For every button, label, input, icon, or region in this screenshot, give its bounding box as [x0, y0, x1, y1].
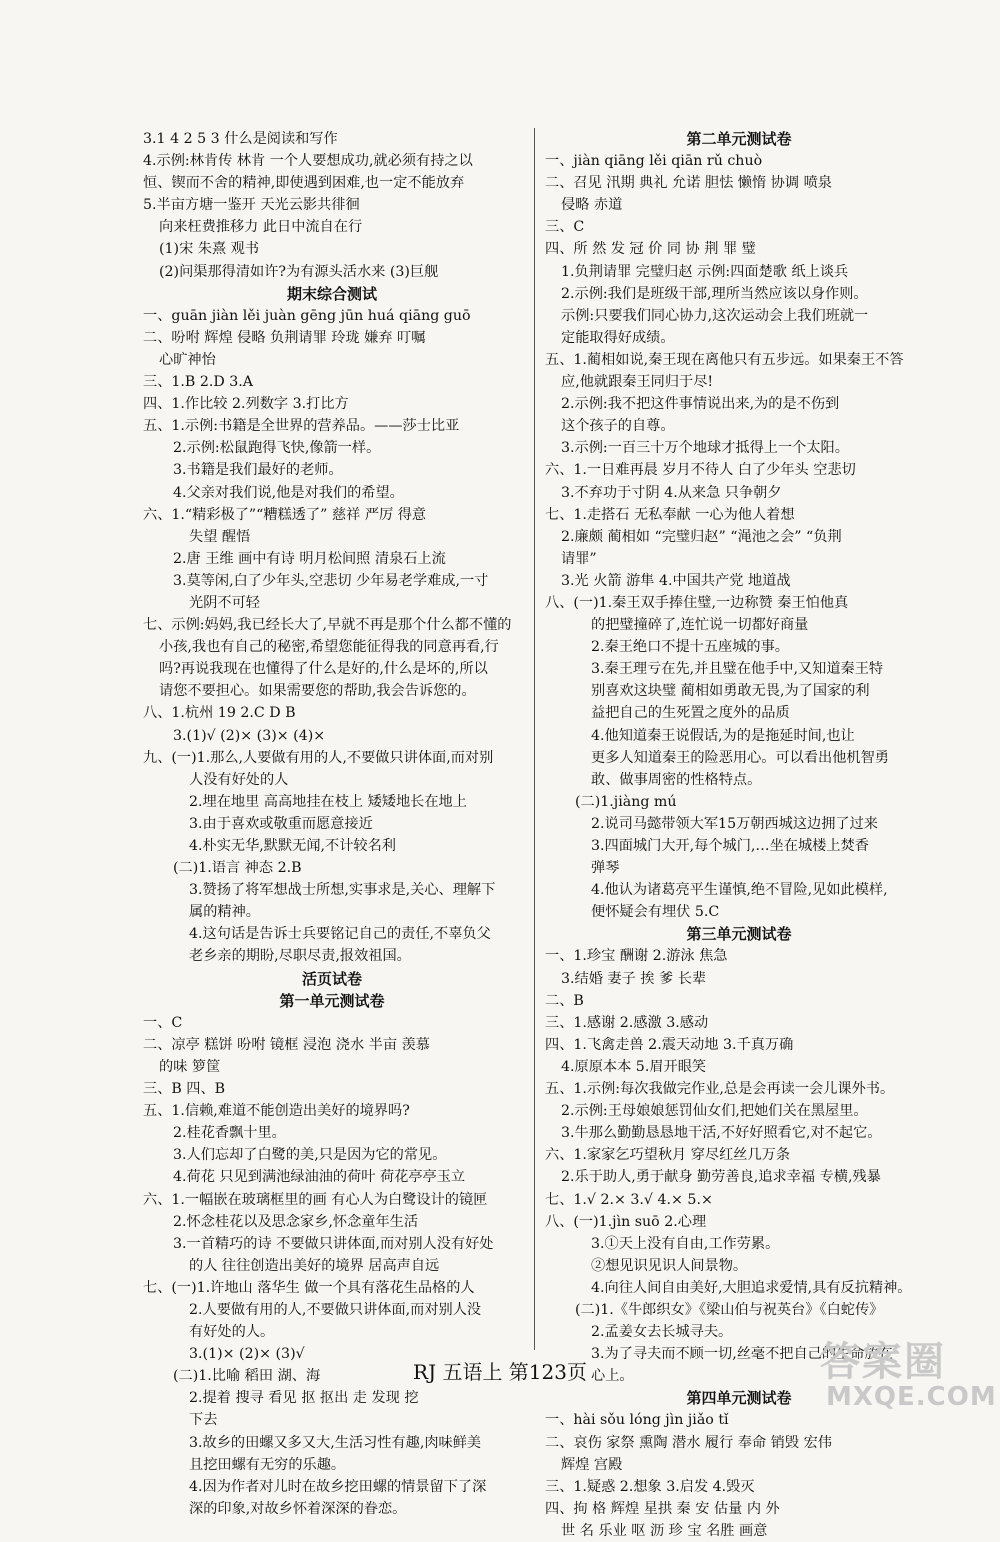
answer-line: 辉煌 宫殿: [561, 1456, 623, 1473]
answer-line: 2.廉颇 蔺相如 “完璧归赵” “渑池之会” “负荆: [561, 528, 842, 545]
answer-line: 2.示例:我不把这件事情说出来,为的是不伤到: [561, 396, 840, 413]
answer-line: 3.①天上没有自由,工作劳累。: [591, 1235, 780, 1252]
answer-line: 益把自己的生死置之度外的品质: [591, 705, 790, 722]
answer-line: 的味 箩筐: [159, 1058, 221, 1075]
answer-line: 2.秦王绝口不提十五座城的事。: [591, 639, 789, 656]
answer-line: 3.光 火箭 游隼 4.中国共产党 地道战: [561, 572, 791, 589]
answer-line: 一、C: [143, 1014, 183, 1031]
section-heading: 第二单元测试卷: [686, 130, 792, 148]
answer-line: 1.负荆请罪 完璧归赵 示例:四面楚歌 纸上谈兵: [561, 263, 849, 280]
answer-line: 且挖田螺有无穷的乐趣。: [189, 1456, 346, 1473]
answer-line: 3.为了寻夫而不顾一切,丝毫不把自己的生命放在: [591, 1346, 893, 1363]
answer-line: 3.牛那么勤勤恳恳地干活,不好好照看它,对不起它。: [561, 1125, 882, 1142]
answer-line: 4.荷花 只见到满池绿油油的荷叶 荷花亭亭玉立: [173, 1169, 466, 1186]
watermark-logo: [802, 1328, 997, 1420]
answer-line: 2.怀念桂花以及思念家乡,怀念童年生活: [173, 1213, 419, 1230]
answer-line: 3.一首精巧的诗 不要做只讲体面,而对别人没有好处: [173, 1235, 494, 1252]
answer-line: 人没有好处的人: [189, 771, 289, 788]
answer-line: 3.(1)√ (2)× (3)× (4)×: [173, 727, 326, 744]
answer-line: 3.秦王理亏在先,并且璧在他手中,又知道秦王特: [591, 661, 884, 678]
section-heading: 活页试卷: [301, 969, 362, 988]
answer-line: 一、guān jiàn lěi juàn gēng jūn huá qiāng guō: [143, 307, 471, 324]
answer-line: (1)宋 朱熹 观书: [159, 241, 260, 258]
answer-line: 二、B: [545, 992, 584, 1009]
answer-line: 3.结婚 妻子 挨 爹 长辈: [561, 970, 707, 987]
answer-line: 下去: [189, 1412, 218, 1429]
answer-line: 2.埋在地里 高高地挂在枝上 矮矮地长在地上: [189, 793, 467, 810]
answer-line: 光阴不可轻: [189, 594, 260, 611]
answer-line: 九、(一)1.那么,人要做有用的人,不要做只讲体面,而对别: [143, 749, 494, 766]
answer-line: 五、1.示例:每次我做完作业,总是会再读一会儿课外书。: [545, 1081, 895, 1098]
answer-line: 七、示例:妈妈,我已经长大了,早就不再是那个什么都不懂的: [143, 617, 512, 634]
answer-line: 一、1.珍宝 酬谢 2.游泳 焦急: [545, 948, 728, 965]
answer-line: 3.书籍是我们最好的老师。: [173, 462, 343, 479]
answer-line: 恒、锲而不舍的精神,即使遇到困难,也一定不能放弃: [143, 175, 465, 192]
answer-line: 四、拘 格 辉煌 星拱 秦 安 估量 内 外: [545, 1500, 780, 1517]
answer-line: 五、1.蔺相如说,秦王现在离他只有五步远。如果秦王不答: [545, 351, 904, 368]
answer-line: 敢、做事周密的性格特点。: [591, 771, 762, 788]
answer-line: 三、1.B 2.D 3.A: [143, 374, 254, 391]
section-heading: 期末综合测试: [286, 284, 377, 303]
answer-line: 4.因为作者对儿时在故乡挖田螺的情景留下了深: [189, 1478, 487, 1495]
answer-line: (二)1.jiàng mú: [575, 793, 677, 810]
answer-line: (二)1.《牛郎织女》《梁山伯与祝英台》《白蛇传》: [575, 1301, 884, 1318]
answer-line: 3.由于喜欢或敬重而愿意接近: [189, 815, 373, 832]
answer-line: 2.示例:松鼠跑得飞快,像箭一样。: [173, 440, 381, 457]
watermark-sub: MXQE.COM: [826, 1382, 997, 1412]
section-heading: 第一单元测试卷: [279, 991, 385, 1010]
answer-line: 七、1.走搭石 无私奉献 一心为他人着想: [545, 506, 795, 523]
answer-line: 弹琴: [591, 860, 620, 877]
answer-line: (二)1.比喻 稻田 湖、海: [173, 1368, 321, 1385]
answer-line: 的人 往往创造出美好的境界 居高声自远: [189, 1257, 440, 1274]
answer-line: 3.1 4 2 5 3 什么是阅读和写作: [143, 131, 338, 147]
answer-line: 3.四面城门大开,每个城门,…坐在城楼上焚香: [591, 838, 869, 854]
answer-line: 2.乐于助人,勇于献身 勤劳善良,追求幸福 专横,残暴: [561, 1169, 881, 1186]
answer-line: 2.提着 搜寻 看见 抠 抠出 走 发现 挖: [189, 1390, 419, 1407]
column-divider: [534, 128, 535, 1350]
answer-line: 2.人要做有用的人,不要做只讲体面,而对别人没: [189, 1301, 482, 1318]
answer-line: 2.示例:我们是班级干部,理所当然应该以身作则。: [561, 285, 868, 302]
answer-line: 七、(一)1.许地山 落华生 做一个具有落花生品格的人: [143, 1279, 475, 1296]
answer-line: 3.示例:一百三十万个地球才抵得上一个太阳。: [561, 440, 849, 457]
answer-line: 六、1.家家乞巧望秋月 穿尽红丝几万条: [545, 1147, 791, 1164]
answer-line: 别喜欢这块璧 蔺相如勇敢无畏,为了国家的利: [591, 683, 870, 700]
answer-line: 二、哀伤 家祭 熏陶 潜水 履行 奉命 销毁 宏伟: [545, 1434, 832, 1451]
answer-line: 3.赞扬了将军想战士所想,实事求是,关心、理解下: [189, 882, 496, 899]
answer-line: 四、1.飞禽走兽 2.震天动地 3.千真万确: [545, 1036, 794, 1053]
answer-line: 4.示例:林肯传 林肯 一个人要想成功,就必须有持之以: [143, 153, 473, 170]
answer-line: 六、1.一日难再晨 岁月不待人 白了少年头 空悲切: [545, 462, 856, 479]
answer-line: 八、(一)1.秦王双手捧住璧,一边称赞 秦王怕他真: [545, 594, 849, 611]
page-footer: RJ 五语上 第123页: [413, 1360, 587, 1384]
answer-line: 3.故乡的田螺又多又大,生活习性有趣,肉味鲜美: [189, 1434, 482, 1451]
answer-line: 便怀疑会有埋伏 5.C: [591, 904, 720, 921]
answer-line: 三、B 四、B: [143, 1081, 226, 1098]
answer-line: 的把璧撞碎了,连忙说一切都好商量: [591, 617, 809, 634]
answer-line: 3.莫等闲,白了少年头,空悲切 少年易老学难成,一寸: [173, 572, 489, 589]
answer-line: 向来枉费推移力 此日中流自在行: [159, 219, 363, 236]
answer-line: 四、所 然 发 冠 价 同 协 荆 罪 璧: [545, 241, 756, 258]
answer-line: 应,他就跟秦王同归于尽!: [561, 374, 714, 391]
answer-line: 2.说司马懿带领大军15万朝西城这边拥了过来: [591, 815, 878, 832]
answer-line: 二、吩咐 辉煌 侵略 负荆请罪 玲珑 嫌弃 叮嘱: [143, 329, 426, 346]
answer-line: 心上。: [591, 1368, 634, 1385]
answer-line: 请罪”: [561, 550, 597, 567]
answer-line: (2)问渠那得清如许?为有源头活水来 (3)巨舰: [159, 263, 439, 280]
answer-line: 有好处的人。: [189, 1324, 275, 1341]
left-column: [143, 128, 521, 1520]
answer-line: 三、C: [545, 219, 585, 236]
answer-line: 七、1.√ 2.× 3.√ 4.× 5.×: [545, 1191, 713, 1208]
answer-line: 更多人知道秦王的险恶用心。可以看出他机智勇: [591, 749, 889, 766]
answer-line: 吗?再说我现在也懂得了什么是好的,什么是坏的,所以: [159, 661, 488, 678]
answer-line: 三、1.疑惑 2.想象 3.启发 4.毁灭: [545, 1478, 755, 1495]
answer-line: 二、凉亭 糕饼 吩咐 镜框 浸泡 浇水 半亩 羡慕: [143, 1036, 430, 1053]
answer-line: 小孩,我也有自己的秘密,希望您能征得我的同意再看,行: [159, 639, 499, 656]
answer-line: 定能取得好成绩。: [561, 329, 675, 346]
answer-line: (二)1.语言 神态 2.B: [173, 860, 302, 877]
watermark-main: 答案圈: [820, 1339, 946, 1385]
answer-line: 失望 醒悟: [189, 528, 251, 545]
answer-line: 这个孩子的自尊。: [561, 418, 675, 435]
answer-line: 二、召见 汛期 典礼 允诺 胆怯 懒惰 协调 喷泉: [545, 175, 832, 192]
answer-line: 属的精神。: [189, 904, 260, 921]
answer-line: 五、1.信赖,难道不能创造出美好的境界吗?: [143, 1103, 410, 1120]
answer-line: 2.唐 王维 画中有诗 明月松间照 清泉石上流: [173, 550, 446, 567]
answer-line: 5.半亩方塘一鉴开 天光云影共徘徊: [143, 197, 360, 214]
answer-line: 一、jiàn qiāng lěi qiān rǔ chuò: [545, 153, 763, 170]
answer-line: 一、hài sǒu lóng jìn jiǎo tǐ: [545, 1412, 729, 1429]
answer-line: 示例:只要我们同心协力,这次运动会上我们班就一: [561, 307, 869, 324]
answer-line: 世 名 乐业 呕 沥 珍 宝 名胜 画意: [561, 1522, 768, 1539]
answer-line: 八、(一)1.jìn suō 2.心理: [545, 1213, 707, 1230]
answer-line: 2.桂花香飘十里。: [173, 1125, 286, 1142]
answer-line: 老乡亲的期盼,尽职尽责,报效祖国。: [189, 948, 411, 965]
answer-line: 八、1.杭州 19 2.C D B: [143, 705, 296, 722]
answer-line: 六、1.一幅嵌在玻璃框里的画 有心人为白鹭设计的镜匣: [143, 1191, 488, 1208]
answer-line: 3.人们忘却了白鹭的美,只是因为它的常见。: [173, 1147, 447, 1164]
section-heading: 第四单元测试卷: [686, 1389, 792, 1408]
answer-line: 3.不弃功于寸阴 4.从来急 只争朝夕: [561, 484, 782, 501]
answer-line: ②想见识见识人间景物。: [591, 1257, 748, 1274]
answer-line: 4.朴实无华,默默无闻,不计较名利: [189, 838, 396, 854]
answer-line: 侵略 赤道: [561, 197, 623, 214]
answer-line: 2.示例:王母娘娘惩罚仙女们,把她们关在黑屋里。: [561, 1103, 868, 1120]
answer-line: 心旷神怡: [159, 351, 216, 368]
answer-line: 3.(1)× (2)× (3)√: [189, 1346, 305, 1363]
answer-line: 4.这句话是告诉士兵要铭记自己的责任,不辜负父: [189, 926, 491, 943]
section-heading: 第三单元测试卷: [686, 925, 792, 944]
answer-line: 4.向往人间自由美好,大胆追求爱情,具有反抗精神。: [591, 1279, 912, 1296]
answer-line: 4.他认为诸葛亮平生谨慎,绝不冒险,见如此模样,: [591, 882, 888, 899]
answer-line: 4.原原本本 5.眉开眼笑: [561, 1058, 707, 1075]
answer-line: 2.孟姜女去长城寻夫。: [591, 1324, 733, 1341]
answer-line: 三、1.感谢 2.感激 3.感动: [545, 1014, 709, 1031]
answer-line: 五、1.示例:书籍是全世界的营养品。——莎士比亚: [143, 418, 460, 435]
answer-line: 四、1.作比较 2.列数字 3.打比方: [143, 396, 349, 413]
answer-line: 4.父亲对我们说,他是对我们的希望。: [173, 484, 404, 501]
answer-line: 请您不要担心。如果需要您的帮助,我会告诉您的。: [159, 683, 476, 700]
answer-line: 4.他知道秦王说假话,为的是拖延时间,也让: [591, 727, 855, 744]
answer-line: 六、1.“精彩极了”“糟糕透了” 慈祥 严厉 得意: [143, 506, 427, 523]
answer-line: 深的印象,对故乡怀着深深的眷恋。: [189, 1500, 407, 1517]
